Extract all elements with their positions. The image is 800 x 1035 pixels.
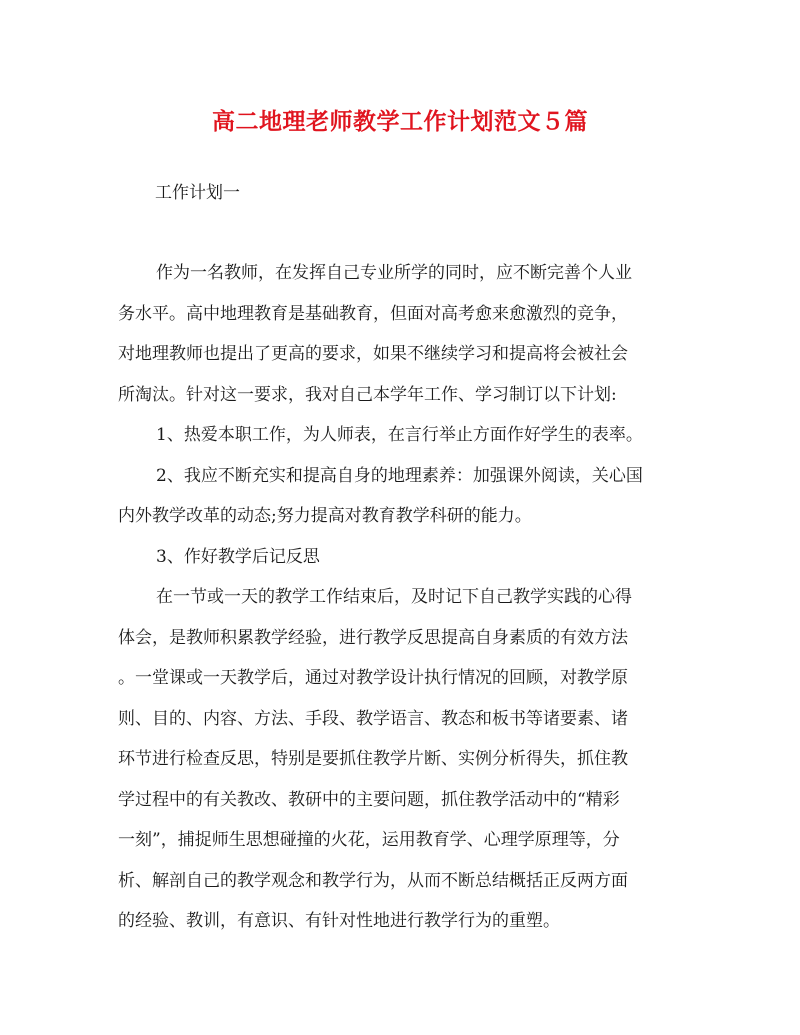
- text-line: 的经验、教训，有意识、有针对性地进行教学行为的重塑。: [118, 911, 560, 931]
- text-line: 1、热爱本职工作，为人师表，在言行举止方面作好学生的表率。: [156, 425, 643, 445]
- text-line: 3、作好教学后记反思: [156, 546, 320, 567]
- text-line: 内外教学改革的动态;努力提高对教育教学科研的能力。: [118, 506, 532, 526]
- document-title: 高二地理老师教学工作计划范文５篇: [212, 108, 588, 135]
- text-line: 2、我应不断充实和提高自身的地理素养：加强课外阅读，关心国: [156, 465, 643, 486]
- text-line: 学过程中的有关教改、教研中的主要问题，抓住教学活动中的“精彩: [118, 789, 620, 810]
- text-line: 在一节或一天的教学工作结束后，及时记下自己教学实践的心得: [156, 587, 632, 607]
- text-line: 务水平。高中地理教育是基础教育，但面对高考愈来愈激烈的竞争，: [118, 303, 628, 324]
- text-line: 对地理教师也提出了更高的要求，如果不继续学习和提高将会被社会: [118, 344, 628, 364]
- body-text: [118, 260, 684, 949]
- text-line: 。一堂课或一天教学后，通过对教学设计执行情况的回顾，对教学原: [118, 668, 628, 688]
- text-line: 析、解剖自己的教学观念和教学行为，从而不断总结概括正反两方面: [118, 870, 628, 891]
- text-line: 作为一名教师，在发挥自己专业所学的同时，应不断完善个人业: [156, 263, 632, 283]
- section-heading: 工作计划一: [155, 183, 240, 203]
- text-line: 体会，是教师积累教学经验，进行教学反思提高自身素质的有效方法: [118, 627, 628, 648]
- text-line: 一刻”，捕捉师生思想碰撞的火花，运用教育学、心理学原理等，分: [118, 830, 620, 850]
- text-line: 则、目的、内容、方法、手段、教学语言、教态和板书等诸要素、诸: [118, 708, 628, 729]
- text-line: 所淘汰。针对这一要求，我对自己本学年工作、学习制订以下计划:: [118, 384, 617, 405]
- text-line: 环节进行检查反思，特别是要抓住教学片断、实例分析得失，抓住教: [118, 749, 628, 769]
